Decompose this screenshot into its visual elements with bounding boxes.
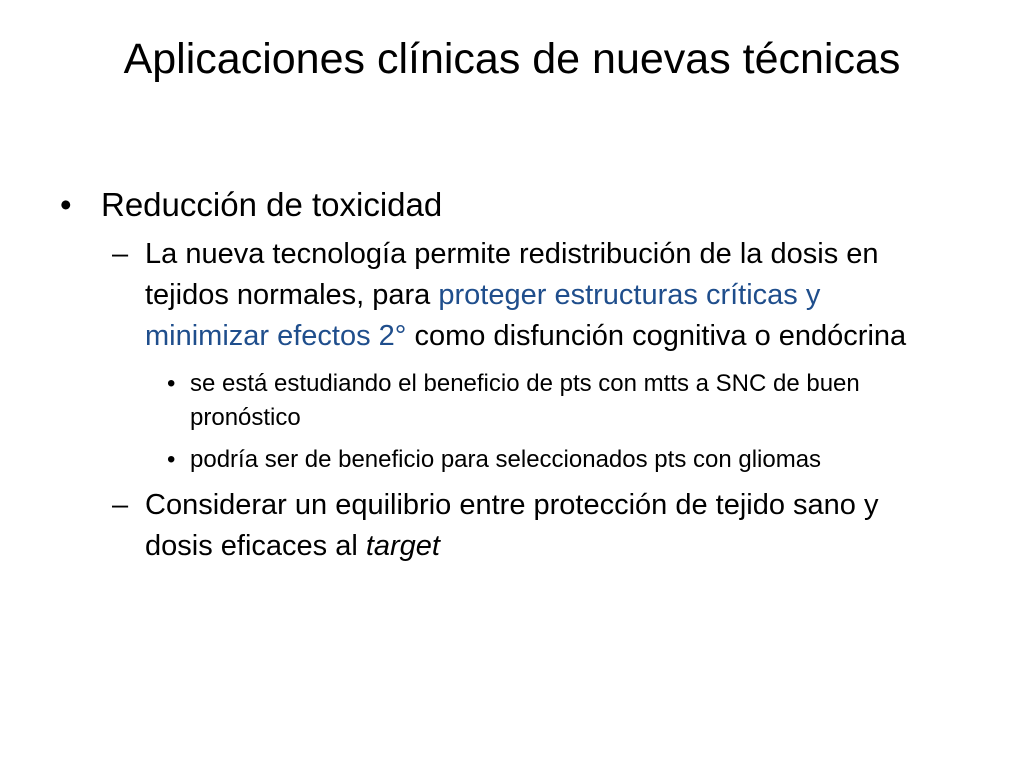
subsubbullet-estudiando-beneficio	[60, 367, 940, 435]
bullet-dot-icon: •	[167, 446, 176, 473]
bullet-text-end: como disfunción cognitiva o endócrina	[406, 320, 907, 352]
bullet-dash-icon: –	[112, 238, 129, 270]
bullet-text: Considerar un equilibrio entre protección de tejido sano y dosis eficaces al	[145, 489, 879, 562]
bullet-dash-icon: –	[112, 489, 129, 521]
bullet-text: podría ser de beneficio para seleccionados pts con gliomas	[190, 446, 822, 473]
subbullet-nueva-tecnologia	[60, 234, 940, 357]
italic-term: target	[365, 530, 440, 562]
bullet-text: La nueva tecnología permite redistribución de la dosis en tejidos normales, para	[145, 238, 879, 311]
bullet-reduccion-toxicidad	[60, 184, 940, 226]
bullet-dot-icon: •	[60, 186, 72, 223]
subbullet-considerar-equilibrio	[60, 485, 940, 567]
bullet-text: se está estudiando el beneficio de pts con mtts a SNC de buen pronóstico	[190, 370, 860, 431]
subsubbullet-gliomas	[60, 443, 940, 477]
highlighted-text: proteger estructuras críticas y minimizar efectos 2°	[145, 279, 821, 352]
bullet-text: Reducción de toxicidad	[101, 186, 443, 223]
slide-title: Aplicaciones clínicas de nuevas técnicas	[123, 35, 901, 83]
slide-body	[60, 184, 940, 577]
bullet-dot-icon: •	[167, 370, 176, 397]
